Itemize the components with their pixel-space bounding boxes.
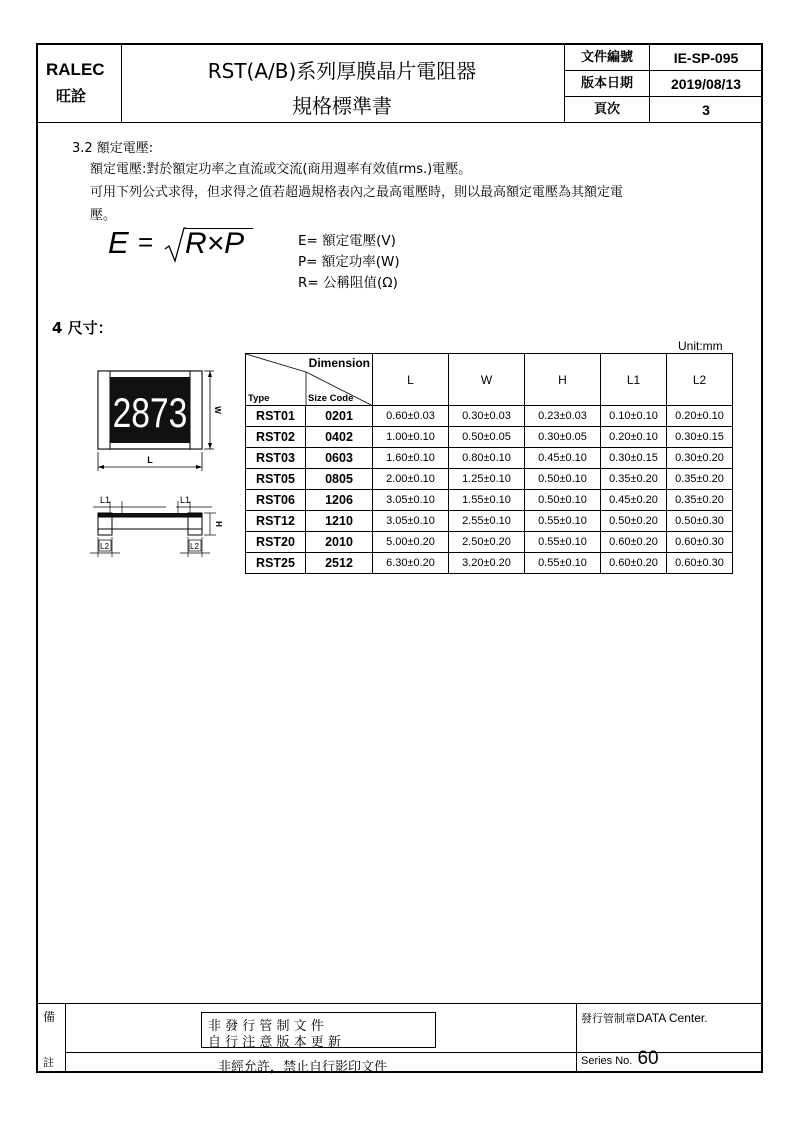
copy-prohibition-notice: 非經允許，禁止自行影印文件 xyxy=(218,1060,388,1075)
cell-l: 3.05±0.10 xyxy=(373,490,449,511)
footer-side-label-cell xyxy=(38,1004,66,1072)
radical-sign-icon xyxy=(164,227,186,263)
table-corner-cell xyxy=(246,354,373,406)
meta-value: IE-SP-095 xyxy=(673,50,739,66)
cell-l: 3.05±0.10 xyxy=(373,511,449,532)
cell-l: 0.60±0.03 xyxy=(373,406,449,427)
table-body xyxy=(246,406,733,574)
cell-h: 0.23±0.03 xyxy=(525,406,601,427)
cell-type: RST03 xyxy=(246,448,306,469)
formula-var-p: P= 額定功率(W) xyxy=(298,254,400,270)
column-header-l2: L2 xyxy=(667,354,733,406)
table-header-row xyxy=(246,354,733,406)
cell-type: RST02 xyxy=(246,427,306,448)
cell-h: 0.55±0.10 xyxy=(525,553,601,574)
side-resistive-layer xyxy=(98,513,202,517)
table-row xyxy=(246,427,733,448)
voltage-formula xyxy=(108,225,268,265)
meta-row-version-date xyxy=(565,71,762,97)
column-header-l1: L1 xyxy=(601,354,667,406)
cell-w: 1.55±0.10 xyxy=(449,490,525,511)
cell-l2: 0.30±0.15 xyxy=(667,427,733,448)
cell-size-code: 0402 xyxy=(306,427,373,448)
formula-var-e: E= 額定電壓(V) xyxy=(298,233,396,249)
meta-row-page xyxy=(565,97,762,123)
table-row xyxy=(246,553,733,574)
cell-l2: 0.60±0.30 xyxy=(667,532,733,553)
cell-type: RST01 xyxy=(246,406,306,427)
side-substrate xyxy=(98,517,202,529)
table-row xyxy=(246,490,733,511)
cell-type: RST20 xyxy=(246,532,306,553)
meta-label: 頁次 xyxy=(565,97,650,123)
chip-marking-code: 2873 xyxy=(112,390,188,437)
cell-l: 5.00±0.20 xyxy=(373,532,449,553)
cell-l1: 0.10±0.10 xyxy=(601,406,667,427)
dim-label-l2-left: L2 xyxy=(100,542,109,551)
cell-size-code: 1210 xyxy=(306,511,373,532)
column-header-h: H xyxy=(525,354,601,406)
cell-h: 0.55±0.10 xyxy=(525,511,601,532)
section-3-2-line3: 壓。 xyxy=(90,208,117,223)
control-stamp-label xyxy=(581,1010,708,1026)
formula-var-r: R= 公稱阻值(Ω) xyxy=(298,275,398,291)
cell-l2: 0.35±0.20 xyxy=(667,469,733,490)
corner-label-type: Type xyxy=(248,393,270,404)
footer-label-zhu: 註 xyxy=(43,1056,54,1069)
stamp-line-2: 自 行 注 意 版 本 更 新 xyxy=(208,1035,341,1050)
formula-lhs: E xyxy=(108,225,129,260)
section-3-2-heading: 3.2 額定電壓: xyxy=(72,141,154,156)
meta-value: 3 xyxy=(702,102,710,118)
cell-l1: 0.60±0.20 xyxy=(601,553,667,574)
series-number xyxy=(581,1048,659,1070)
column-header-w: W xyxy=(449,354,525,406)
dim-label-l: L xyxy=(147,455,153,465)
cell-l1: 0.50±0.20 xyxy=(601,511,667,532)
series-label: Series No. xyxy=(581,1055,633,1067)
footer-label-bei: 備 xyxy=(43,1010,56,1024)
cell-l1: 0.35±0.20 xyxy=(601,469,667,490)
cell-w: 3.20±0.20 xyxy=(449,553,525,574)
cell-type: RST05 xyxy=(246,469,306,490)
cell-size-code: 1206 xyxy=(306,490,373,511)
cell-h: 0.45±0.10 xyxy=(525,448,601,469)
cell-size-code: 0201 xyxy=(306,406,373,427)
cell-w: 0.30±0.03 xyxy=(449,406,525,427)
cell-l2: 0.35±0.20 xyxy=(667,490,733,511)
cell-l1: 0.20±0.10 xyxy=(601,427,667,448)
control-label: 發行管制章 xyxy=(581,1012,636,1025)
section-4-heading: 4 尺寸： xyxy=(52,319,113,337)
table-row xyxy=(246,469,733,490)
cell-type: RST12 xyxy=(246,511,306,532)
cell-h: 0.30±0.05 xyxy=(525,427,601,448)
table-row xyxy=(246,511,733,532)
document-title: RST(A/B)系列厚膜晶片電阻器 xyxy=(207,59,477,83)
cell-l: 2.00±0.10 xyxy=(373,469,449,490)
stamp-line-1: 非 發 行 管 制 文 件 xyxy=(208,1019,324,1034)
cell-w: 2.55±0.10 xyxy=(449,511,525,532)
cell-type: RST06 xyxy=(246,490,306,511)
dim-label-l2-right: L2 xyxy=(190,542,199,551)
document-meta-table xyxy=(564,45,761,123)
dim-label-h: H xyxy=(214,521,223,527)
cell-size-code: 2010 xyxy=(306,532,373,553)
corner-label-size-code: Size Code xyxy=(308,393,354,404)
cell-l2: 0.60±0.30 xyxy=(667,553,733,574)
table-unit: Unit:mm xyxy=(678,339,723,353)
cell-w: 0.50±0.05 xyxy=(449,427,525,448)
control-value: DATA Center. xyxy=(636,1011,708,1025)
dimension-table xyxy=(245,353,733,574)
cell-type: RST25 xyxy=(246,553,306,574)
table-row xyxy=(246,406,733,427)
cell-l1: 0.30±0.15 xyxy=(601,448,667,469)
cell-w: 0.80±0.10 xyxy=(449,448,525,469)
brand-name: RALEC xyxy=(46,60,105,79)
cell-w: 1.25±0.10 xyxy=(449,469,525,490)
meta-label: 版本日期 xyxy=(565,71,650,97)
table-row xyxy=(246,532,733,553)
dim-label-w: W xyxy=(213,406,222,414)
cell-l2: 0.20±0.10 xyxy=(667,406,733,427)
corner-label-dimension: Dimension xyxy=(308,356,370,370)
control-stamp-box xyxy=(201,1012,436,1048)
meta-value: 2019/08/13 xyxy=(670,76,742,92)
cell-size-code: 0805 xyxy=(306,469,373,490)
section-3-2-line2: 可用下列公式求得，但求得之值若超過規格表內之最高電壓時，則以最高額定電壓為其額定電 xyxy=(90,185,624,200)
cell-h: 0.50±0.10 xyxy=(525,469,601,490)
cell-h: 0.55±0.10 xyxy=(525,532,601,553)
cell-h: 0.50±0.10 xyxy=(525,490,601,511)
formula-equals: = xyxy=(138,227,154,257)
cell-l: 1.60±0.10 xyxy=(373,448,449,469)
dim-label-l1-right: L1 xyxy=(180,495,191,505)
dim-label-l1-left: L1 xyxy=(100,495,111,505)
section-3-2-line1: 額定電壓:對於額定功率之直流或交流(商用週率有效值rms.)電壓。 xyxy=(90,162,472,177)
cell-l1: 0.45±0.20 xyxy=(601,490,667,511)
chip-side-view-diagram xyxy=(88,493,228,583)
cell-l2: 0.30±0.20 xyxy=(667,448,733,469)
document-footer xyxy=(38,1003,761,1073)
chip-left-terminal xyxy=(98,371,110,449)
footer-control-cell xyxy=(576,1004,761,1072)
document-header xyxy=(38,45,761,123)
column-header-l: L xyxy=(373,354,449,406)
table-row xyxy=(246,448,733,469)
chip-right-terminal xyxy=(190,371,202,449)
cell-size-code: 2512 xyxy=(306,553,373,574)
meta-label: 文件編號 xyxy=(565,45,650,71)
document-subtitle: 規格標準書 xyxy=(292,94,392,118)
meta-row-doc-number xyxy=(565,45,762,71)
cell-w: 2.50±0.20 xyxy=(449,532,525,553)
cell-l: 6.30±0.20 xyxy=(373,553,449,574)
company-logo-cell xyxy=(38,45,122,123)
cell-l2: 0.50±0.30 xyxy=(667,511,733,532)
series-value: 60 xyxy=(637,1048,659,1069)
page-frame xyxy=(36,43,763,1073)
cell-size-code: 0603 xyxy=(306,448,373,469)
cell-l: 1.00±0.10 xyxy=(373,427,449,448)
brand-name-chinese: 旺詮 xyxy=(56,87,87,105)
cell-l1: 0.60±0.20 xyxy=(601,532,667,553)
formula-radicand: R×P xyxy=(185,227,245,260)
